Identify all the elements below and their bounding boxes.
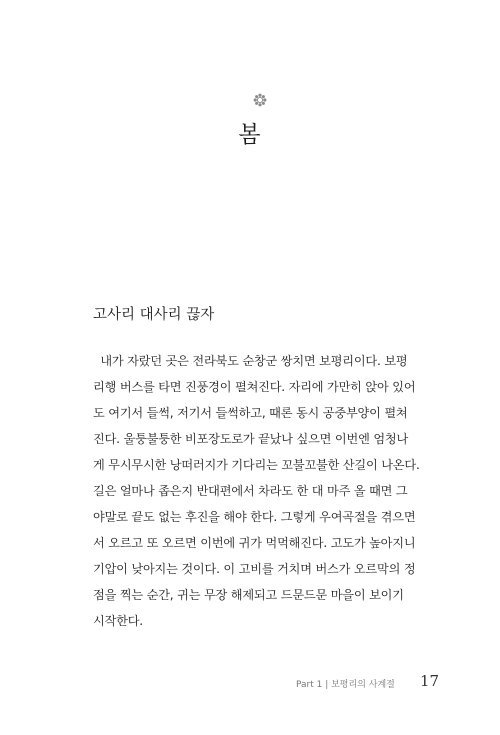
body-line: 점을 찍는 순간, 귀는 무장 해제되고 드문드문 마을이 보이기: [93, 588, 404, 602]
section-title: 고사리 대사리 끊자: [93, 307, 215, 323]
body-line: 시작한다.: [93, 614, 143, 628]
body-line: 내가 자랐던 곳은 전라북도 순창군 쌍치면 보평리이다. 보평: [93, 354, 408, 368]
body-line: 길은 얼마나 좁은지 반대편에서 차라도 한 대 마주 올 때면 그: [93, 484, 408, 498]
body-line: 도 여기서 들썩, 저기서 들썩하고, 때론 동시 공중부양이 펼쳐: [93, 406, 408, 420]
flower-icon: [253, 93, 267, 107]
body-line: 리행 버스를 타면 진풍경이 펼쳐진다. 자리에 가만히 앉아 있어: [93, 380, 416, 394]
chapter-title: 봄: [238, 122, 262, 148]
body-line: 게 무시무시한 낭떠러지가 기다리는 꼬불꼬불한 산길이 나온다.: [93, 458, 420, 472]
body-line: 서 오르고 또 오르면 이번에 귀가 먹먹해진다. 고도가 높아지니: [93, 536, 416, 550]
body-line: 기압이 낮아지는 것이다. 이 고비를 거치며 버스가 오르막의 정: [93, 562, 416, 576]
running-head: Part 1 | 보평리의 사계절: [296, 680, 395, 690]
page-number: 17: [420, 672, 440, 690]
body-line: 야말로 끝도 없는 후진을 해야 한다. 그렇게 우여곡절을 겪으면: [93, 510, 416, 524]
body-line: 진다. 울퉁불퉁한 비포장도로가 끝났나 싶으면 이번엔 엄청나: [93, 432, 409, 446]
